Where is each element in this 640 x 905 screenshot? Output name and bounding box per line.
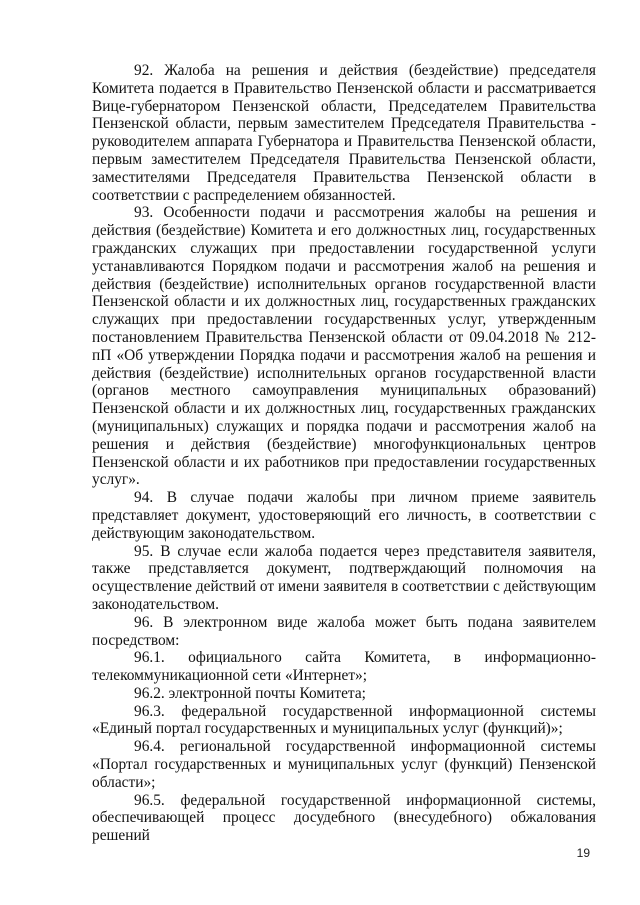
paragraph-96-1: 96.1. официального сайта Комитета, в информационно-телекоммуникационной сети «Интернет»; (92, 649, 596, 685)
paragraph-94: 94. В случае подачи жалобы при личном приеме заявитель представляет документ, удостоверяющий его личность, в соответствии с действующим законодательством. (92, 489, 596, 542)
document-body (92, 62, 596, 845)
page-number: 19 (576, 846, 590, 860)
paragraph-93: 93. Особенности подачи и рассмотрения жалобы на решения и действия (бездействие) Комитета и его должностных лиц, государственных гражданских служащих при предоставлении государственной услуги устанавливаются Порядком подачи и рассмотрения жалоб на решения и действия (бездействие) исполнительных органов государственной власти Пензенской области и их должностных лиц, государственных гражданских служащих при предоставлении государственных услуг, утвержденным постановлением Правительства Пензенской области от 09.04.2018 № 212-пП «Об утверждении Порядка подачи и рассмотрения жалоб на решения и действия (бездействие) исполнительных органов государственной власти (органов местного самоуправления муниципальных образований) Пензенской области и их должностных лиц, государственных гражданских (муниципальных) служащих и порядка подачи и рассмотрения жалоб на решения и действия (бездействие) многофункциональных центров Пензенской области и их работников при предоставлении государственных услуг». (92, 204, 596, 489)
paragraph-96-2: 96.2. электронной почты Комитета; (134, 684, 366, 702)
paragraph-95: 95. В случае если жалоба подается через представителя заявителя, также представляется документ, подтверждающий полномочия на осуществление действий от имени заявителя в соответствии с действующим законодательством. (92, 542, 596, 613)
paragraph-92: 92. Жалоба на решения и действия (бездействие) председателя Комитета подается в Правительство Пензенской области и рассматривается Вице-губернатором Пензенской области, Председателем Правительства Пензенской области, первым заместителем Председателя Правительства - руководителем аппарата Губернатора и Правительства Пензенской области, первым заместителем Председателя Правительства Пензенской области, заместителями Председателя Правительства Пензенской области в соответствии с распределением обязанностей. (92, 62, 596, 204)
paragraph-96: 96. В электронном виде жалоба может быть подана заявителем посредством: (92, 613, 596, 649)
paragraph-96-4: 96.4. региональной государственной информационной системы «Портал государственных и муниципальных услуг (функций) Пензенской области»; (92, 738, 596, 791)
paragraph-96-5: 96.5. федеральной государственной информационной системы, обеспечивающей процесс досудебного (внесудебного) обжалования решений (92, 791, 596, 845)
paragraph-96-3: 96.3. федеральной государственной информационной системы «Единый портал государственных и муниципальных услуг (функций)»; (92, 702, 596, 738)
